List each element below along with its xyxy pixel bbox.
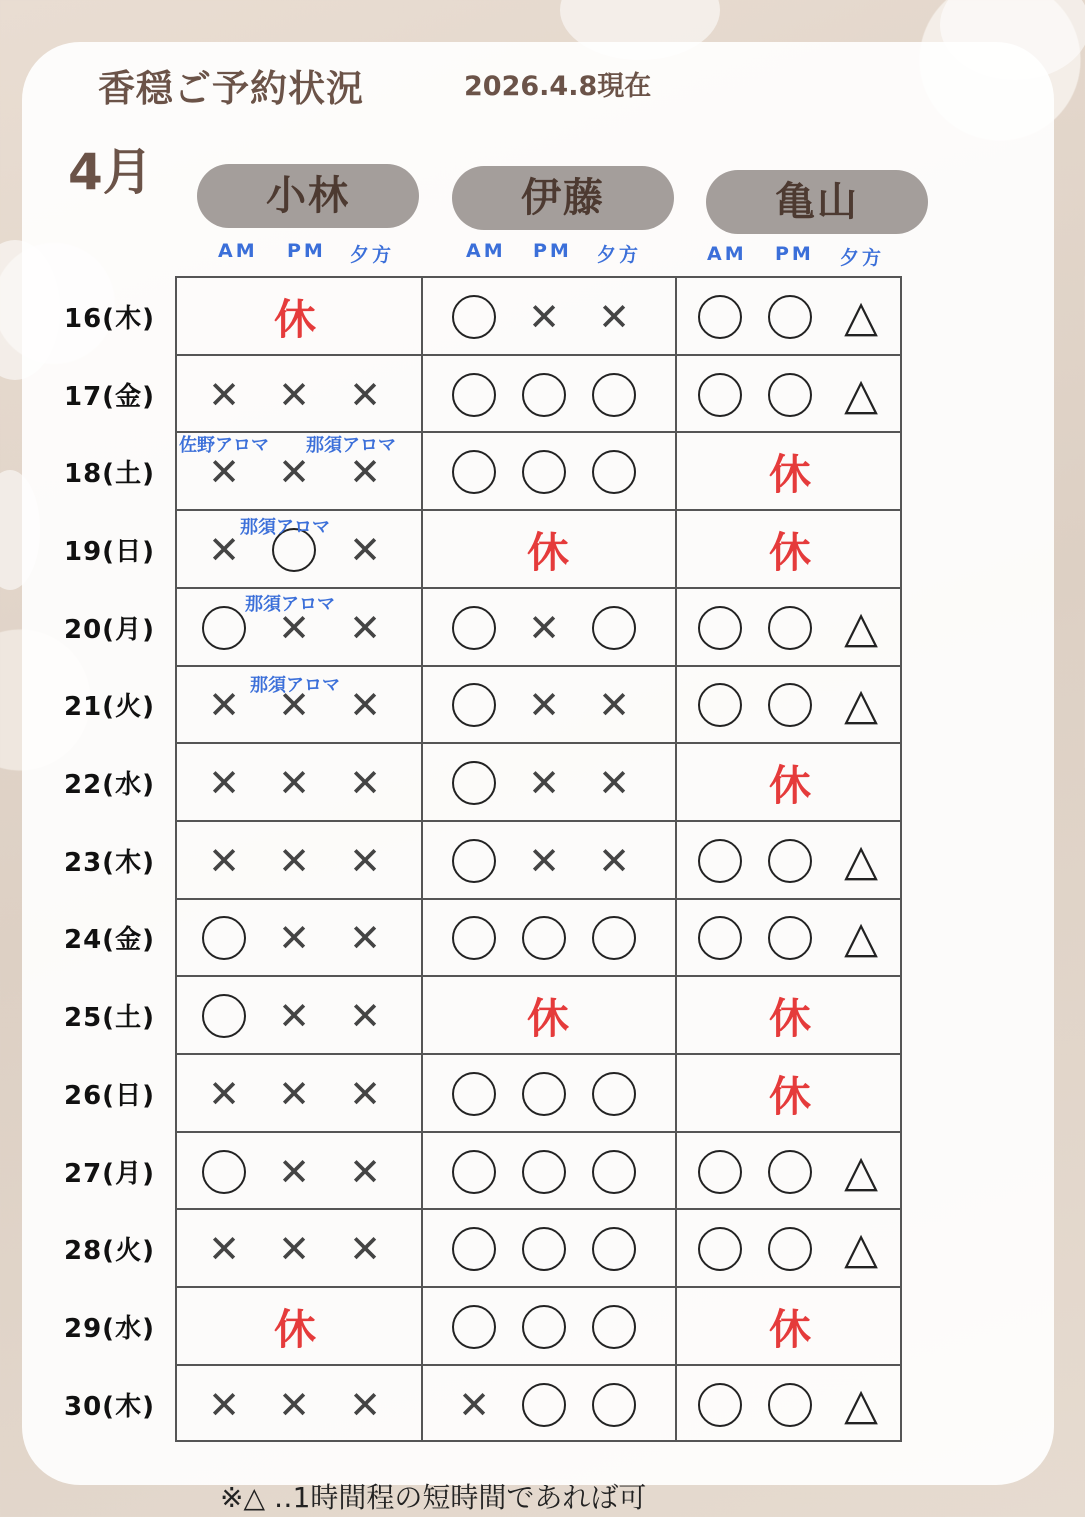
limited-triangle-icon: △ [844, 1379, 878, 1430]
available-circle-icon [522, 1383, 566, 1427]
available-circle-icon [522, 916, 566, 960]
closed-day-label: 休 [768, 1072, 811, 1121]
slot-label: AM [466, 240, 506, 262]
available-circle-icon [698, 606, 742, 650]
aroma-note: 那須アロマ [250, 675, 340, 696]
row-date: 29(水) [64, 1314, 155, 1344]
booked-cross-icon: ✕ [349, 761, 381, 805]
available-circle-icon [592, 450, 636, 494]
closed-day-label: 休 [768, 994, 811, 1043]
slot-label: PM [287, 240, 326, 262]
row-divider [175, 975, 902, 977]
available-circle-icon [452, 1305, 496, 1349]
row-date: 30(木) [64, 1392, 155, 1422]
closed-day-label: 休 [768, 1305, 811, 1354]
booked-cross-icon: ✕ [278, 1150, 310, 1194]
available-circle-icon [768, 683, 812, 727]
booked-cross-icon: ✕ [528, 839, 560, 883]
booked-cross-icon: ✕ [598, 839, 630, 883]
slot-label: 夕方 [597, 244, 642, 266]
row-divider [175, 742, 902, 744]
limited-triangle-icon: △ [844, 1146, 878, 1197]
available-circle-icon [522, 1227, 566, 1271]
booked-cross-icon: ✕ [278, 606, 310, 650]
booked-cross-icon: ✕ [349, 1227, 381, 1271]
row-date: 22(水) [64, 770, 155, 800]
row-date: 16(木) [64, 304, 155, 334]
available-circle-icon [592, 1383, 636, 1427]
available-circle-icon [698, 1383, 742, 1427]
aroma-note: 那須アロマ [245, 594, 335, 615]
booked-cross-icon: ✕ [278, 450, 310, 494]
closed-day-label: 休 [526, 528, 569, 577]
booked-cross-icon: ✕ [208, 1227, 240, 1271]
available-circle-icon [698, 295, 742, 339]
booked-cross-icon: ✕ [208, 839, 240, 883]
page-title: 香穏ご予約状況 [98, 67, 364, 110]
available-circle-icon [768, 606, 812, 650]
booked-cross-icon: ✕ [349, 683, 381, 727]
booked-cross-icon: ✕ [528, 295, 560, 339]
limited-triangle-icon: △ [844, 369, 878, 420]
row-date: 25(土) [64, 1003, 155, 1033]
closed-day-label: 休 [768, 761, 811, 810]
slot-label: AM [707, 243, 747, 265]
booked-cross-icon: ✕ [208, 528, 240, 572]
booked-cross-icon: ✕ [349, 916, 381, 960]
booked-cross-icon: ✕ [349, 839, 381, 883]
booked-cross-icon: ✕ [278, 373, 310, 417]
available-circle-icon [592, 1150, 636, 1194]
available-circle-icon [452, 606, 496, 650]
available-circle-icon [452, 1072, 496, 1116]
available-circle-icon [698, 683, 742, 727]
booked-cross-icon: ✕ [278, 683, 310, 727]
booked-cross-icon: ✕ [278, 1072, 310, 1116]
booked-cross-icon: ✕ [208, 1072, 240, 1116]
closed-day-label: 休 [768, 450, 811, 499]
available-circle-icon [768, 839, 812, 883]
closed-day-label: 休 [526, 994, 569, 1043]
available-circle-icon [768, 373, 812, 417]
limited-triangle-icon: △ [844, 679, 878, 730]
available-circle-icon [768, 295, 812, 339]
booked-cross-icon: ✕ [349, 606, 381, 650]
month-label: 4月 [68, 143, 153, 201]
booked-cross-icon: ✕ [598, 683, 630, 727]
available-circle-icon [698, 1150, 742, 1194]
aroma-note: 那須アロマ [306, 435, 396, 456]
booked-cross-icon: ✕ [458, 1383, 490, 1427]
booked-cross-icon: ✕ [528, 761, 560, 805]
row-divider [175, 1208, 902, 1210]
slot-label: 夕方 [840, 247, 885, 269]
booked-cross-icon: ✕ [208, 761, 240, 805]
limited-triangle-icon: △ [844, 835, 878, 886]
row-divider [175, 431, 902, 433]
closed-day-label: 休 [273, 1305, 316, 1354]
available-circle-icon [592, 1072, 636, 1116]
footnote: ※△ ‥1時間程の短時間であれば可 [220, 1481, 647, 1514]
slot-label: PM [533, 240, 572, 262]
available-circle-icon [202, 606, 246, 650]
aroma-note: 佐野アロマ [179, 435, 269, 456]
row-date: 28(火) [64, 1236, 155, 1266]
as-of-date: 2026.4.8現在 [464, 71, 652, 102]
available-circle-icon [522, 450, 566, 494]
column-divider [421, 276, 423, 1442]
available-circle-icon [522, 1305, 566, 1349]
available-circle-icon [202, 1150, 246, 1194]
available-circle-icon [698, 839, 742, 883]
available-circle-icon [768, 1383, 812, 1427]
booked-cross-icon: ✕ [528, 606, 560, 650]
booked-cross-icon: ✕ [349, 373, 381, 417]
available-circle-icon [522, 1072, 566, 1116]
booked-cross-icon: ✕ [208, 450, 240, 494]
slot-label: PM [775, 243, 814, 265]
row-date: 18(土) [64, 459, 155, 489]
row-divider [175, 1131, 902, 1133]
available-circle-icon [698, 916, 742, 960]
available-circle-icon [202, 916, 246, 960]
available-circle-icon [452, 1227, 496, 1271]
available-circle-icon [592, 606, 636, 650]
available-circle-icon [452, 450, 496, 494]
available-circle-icon [592, 916, 636, 960]
available-circle-icon [452, 683, 496, 727]
limited-triangle-icon: △ [844, 602, 878, 653]
available-circle-icon [522, 373, 566, 417]
row-date: 24(金) [64, 925, 155, 955]
available-circle-icon [202, 994, 246, 1038]
available-circle-icon [452, 295, 496, 339]
row-date: 20(月) [64, 615, 155, 645]
available-circle-icon [452, 1150, 496, 1194]
booked-cross-icon: ✕ [278, 994, 310, 1038]
slot-label: 夕方 [350, 244, 395, 266]
booked-cross-icon: ✕ [598, 761, 630, 805]
row-divider [175, 1286, 902, 1288]
row-divider [175, 898, 902, 900]
staff-header-ito: 伊藤 [452, 166, 674, 230]
available-circle-icon [452, 761, 496, 805]
available-circle-icon [452, 916, 496, 960]
staff-header-kameyama: 亀山 [706, 170, 928, 234]
available-circle-icon [768, 1150, 812, 1194]
row-divider [175, 1053, 902, 1055]
booked-cross-icon: ✕ [278, 1227, 310, 1271]
row-date: 27(月) [64, 1159, 155, 1189]
available-circle-icon [452, 839, 496, 883]
booked-cross-icon: ✕ [349, 1072, 381, 1116]
row-date: 23(木) [64, 848, 155, 878]
booked-cross-icon: ✕ [278, 761, 310, 805]
staff-header-kobayashi: 小林 [197, 164, 419, 228]
limited-triangle-icon: △ [844, 1223, 878, 1274]
row-divider [175, 1364, 902, 1366]
available-circle-icon [768, 916, 812, 960]
booked-cross-icon: ✕ [208, 683, 240, 727]
booked-cross-icon: ✕ [208, 373, 240, 417]
closed-day-label: 休 [273, 295, 316, 344]
available-circle-icon [592, 1227, 636, 1271]
available-circle-icon [768, 1227, 812, 1271]
row-divider [175, 354, 902, 356]
booked-cross-icon: ✕ [349, 450, 381, 494]
booked-cross-icon: ✕ [208, 1383, 240, 1427]
row-date: 17(金) [64, 382, 155, 412]
limited-triangle-icon: △ [844, 291, 878, 342]
row-date: 19(日) [64, 537, 155, 567]
available-circle-icon [698, 373, 742, 417]
booked-cross-icon: ✕ [349, 528, 381, 572]
available-circle-icon [452, 373, 496, 417]
booked-cross-icon: ✕ [349, 1150, 381, 1194]
row-divider [175, 509, 902, 511]
row-date: 21(火) [64, 692, 155, 722]
booked-cross-icon: ✕ [278, 1383, 310, 1427]
slot-label: AM [218, 240, 258, 262]
available-circle-icon [522, 1150, 566, 1194]
available-circle-icon [698, 1227, 742, 1271]
closed-day-label: 休 [768, 528, 811, 577]
booked-cross-icon: ✕ [598, 295, 630, 339]
aroma-note: 那須アロマ [240, 517, 330, 538]
booked-cross-icon: ✕ [528, 683, 560, 727]
booked-cross-icon: ✕ [278, 916, 310, 960]
available-circle-icon [592, 373, 636, 417]
booked-cross-icon: ✕ [278, 839, 310, 883]
row-divider [175, 587, 902, 589]
booked-cross-icon: ✕ [349, 1383, 381, 1427]
row-date: 26(日) [64, 1081, 155, 1111]
booked-cross-icon: ✕ [349, 994, 381, 1038]
row-divider [175, 820, 902, 822]
limited-triangle-icon: △ [844, 912, 878, 963]
column-divider [675, 276, 677, 1442]
available-circle-icon [592, 1305, 636, 1349]
row-divider [175, 665, 902, 667]
